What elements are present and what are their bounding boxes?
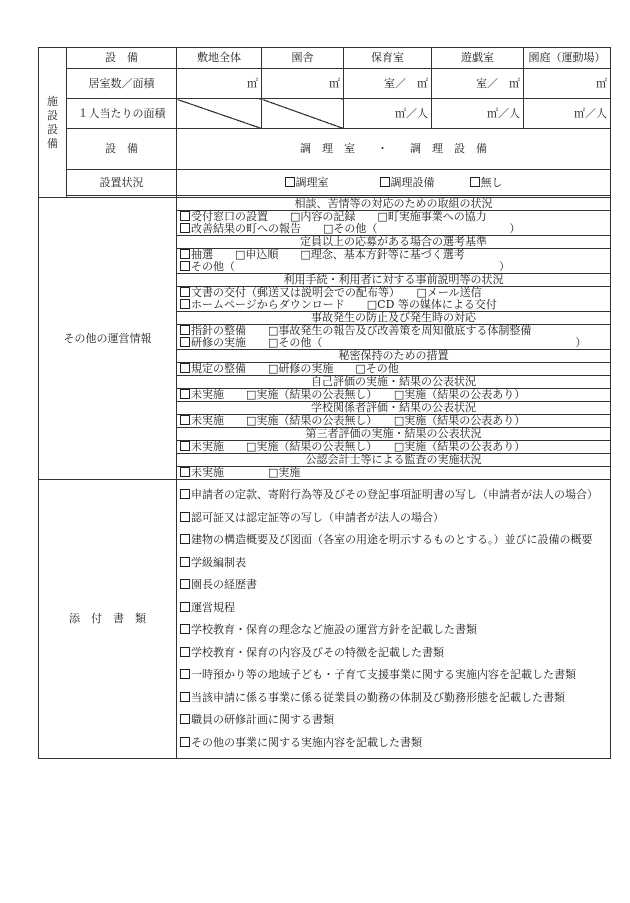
per-person-label: １人当たりの面積 — [67, 99, 177, 129]
not-applicable-cell — [177, 99, 262, 129]
operations-label: その他の運営情報 — [39, 198, 177, 480]
info-section — [177, 274, 610, 312]
checkbox-line[interactable] — [177, 467, 610, 479]
checkbox-icon[interactable] — [180, 512, 190, 522]
attachment-text: 一時預かり等の地域子ども・子育て支援事業に関する実施内容を記載した書類 — [191, 668, 576, 681]
option-text: 抽選 □申込順 □理念、基本方針等に基づく選考 — [191, 248, 465, 261]
info-section — [177, 350, 610, 376]
option-text: 指針の整備 □事故発生の報告及び改善策を周知徹底する体制整備 — [191, 324, 532, 337]
area-input[interactable]: ㎡ — [262, 69, 344, 99]
checkbox-line[interactable] — [177, 415, 610, 427]
option-text: ホームページからダウンロード □CD 等の媒体による交付 — [191, 298, 497, 311]
equipment-row — [39, 129, 611, 170]
attachment-item[interactable] — [180, 642, 607, 665]
checkbox-icon[interactable] — [180, 624, 190, 634]
facility-header-cell: 設 備 — [67, 48, 177, 69]
info-section — [177, 312, 610, 350]
checkbox-icon[interactable] — [180, 299, 190, 309]
checkbox-icon[interactable] — [180, 714, 190, 724]
checkbox-icon[interactable] — [180, 211, 190, 221]
checkbox-line[interactable] — [177, 363, 610, 375]
facility-header-cell: 園舎 — [262, 48, 344, 69]
checkbox-icon[interactable] — [180, 337, 190, 347]
facility-group-label: 施 設 設 備 — [39, 48, 67, 198]
option-text: 文書の交付（郵送又は説明会での配布等） □メール送信 — [191, 286, 482, 299]
checkbox-line[interactable] — [177, 389, 610, 401]
equipment-label: 設 備 — [67, 129, 177, 170]
attachment-item[interactable] — [180, 574, 607, 597]
option-text: その他（ ） — [191, 260, 510, 273]
checkbox-icon[interactable] — [180, 669, 190, 679]
attachment-item[interactable] — [180, 732, 607, 755]
option-text: 改善結果の町への報告 □その他（ ） — [191, 222, 521, 235]
option-text: 未実施 □実施 — [191, 466, 301, 479]
per-person-input[interactable]: ㎡／人 — [432, 99, 524, 129]
info-section — [177, 428, 610, 454]
area-input[interactable]: ㎡ — [524, 69, 611, 99]
info-section — [177, 402, 610, 428]
area-input[interactable]: ㎡ — [177, 69, 262, 99]
attachment-item[interactable] — [180, 687, 607, 710]
section-heading: 定員以上の応募がある場合の選考基準 — [177, 236, 610, 249]
attachment-text: 申請者の定款、寄附行為等及びその登記事項証明書の写し（申請者が法人の場合） — [191, 488, 598, 501]
checkbox-icon[interactable] — [180, 489, 190, 499]
option-text: 未実施 □実施（結果の公表無し） □実施（結果の公表あり） — [191, 414, 526, 427]
checkbox-icon[interactable] — [180, 579, 190, 589]
section-heading: 自己評価の実施・結果の公表状況 — [177, 376, 610, 389]
application-form — [38, 47, 611, 759]
section-heading: 秘密保持のための措置 — [177, 350, 610, 363]
section-heading: 利用手続・利用者に対する事前説明等の状況 — [177, 274, 610, 287]
attachment-text: 認可証又は認定証等の写し（申請者が法人の場合） — [191, 510, 444, 524]
attachment-text: 学校教育・保育の内容及びその特徴を記載した書類 — [191, 645, 444, 659]
option-cooking-equipment[interactable]: 調理設備 — [380, 176, 435, 189]
info-section — [177, 454, 610, 479]
attachment-item[interactable] — [180, 709, 607, 732]
facility-header-cell: 敷地全体 — [177, 48, 262, 69]
checkbox-icon[interactable] — [470, 177, 480, 187]
checkbox-icon[interactable] — [180, 557, 190, 567]
checkbox-icon[interactable] — [180, 389, 190, 399]
attachments-list — [177, 480, 611, 759]
option-text: 未実施 □実施（結果の公表無し） □実施（結果の公表あり） — [191, 440, 526, 453]
facility-header-row — [39, 48, 611, 69]
checkbox-icon[interactable] — [180, 534, 190, 544]
attachment-text: 運営規程 — [191, 600, 235, 614]
section-heading: 相談、苦情等の対応のための取組の状況 — [177, 198, 610, 211]
section-heading: 学校関係者評価・結果の公表状況 — [177, 402, 610, 415]
attachment-text: その他の事業に関する実施内容を記載した書類 — [191, 735, 422, 749]
info-section — [177, 198, 610, 236]
per-person-input[interactable]: ㎡／人 — [524, 99, 611, 129]
attachment-item[interactable] — [180, 597, 607, 620]
attachment-item[interactable] — [180, 552, 607, 575]
area-input[interactable]: 室／ ㎡ — [344, 69, 432, 99]
checkbox-line[interactable] — [177, 337, 610, 349]
checkbox-icon[interactable] — [285, 177, 295, 187]
checkbox-icon[interactable] — [180, 441, 190, 451]
status-label: 設置状況 — [67, 170, 177, 196]
status-options — [177, 170, 611, 196]
attachment-item[interactable] — [180, 619, 607, 642]
operations-row — [39, 198, 611, 480]
checkbox-icon[interactable] — [180, 647, 190, 657]
checkbox-icon[interactable] — [180, 415, 190, 425]
facility-header-cell: 遊戯室 — [432, 48, 524, 69]
operations-sections — [177, 198, 610, 479]
facility-header-cell: 保育室 — [344, 48, 432, 69]
checkbox-icon[interactable] — [180, 692, 190, 702]
attachment-text: 当該申請に係る事業に係る従業員の勤務の体制及び勤務形態を記載した書類 — [191, 690, 565, 704]
option-text: 規定の整備 □研修の実施 □その他 — [191, 362, 399, 375]
attachment-item[interactable] — [180, 664, 607, 687]
checkbox-icon[interactable] — [180, 737, 190, 747]
section-heading: 公認会計士等による監査の実施状況 — [177, 454, 610, 467]
checkbox-line[interactable] — [177, 441, 610, 453]
area-row — [39, 69, 611, 99]
checkbox-icon[interactable] — [180, 261, 190, 271]
checkbox-icon[interactable] — [180, 223, 190, 233]
area-input[interactable]: 室／ ㎡ — [432, 69, 524, 99]
checkbox-line[interactable] — [177, 223, 610, 235]
per-person-row — [39, 99, 611, 129]
per-person-input[interactable]: ㎡／人 — [344, 99, 432, 129]
option-cooking-room[interactable]: 調理室 — [285, 176, 329, 189]
status-row — [39, 170, 611, 196]
option-text: 受付窓口の設置 □内容の記録 □町実施事業への協力 — [191, 210, 487, 223]
attachment-text: 建物の構造概要及び図面（各室の用途を明示するものとする。）並びに設備の概要 — [191, 533, 593, 546]
attachment-text: 学校教育・保育の理念など施設の運営方針を記載した書類 — [191, 623, 477, 636]
checkbox-line[interactable] — [177, 261, 610, 273]
info-section — [177, 376, 610, 402]
checkbox-icon[interactable] — [180, 249, 190, 259]
checkbox-icon[interactable] — [380, 177, 390, 187]
checkbox-icon[interactable] — [180, 467, 190, 477]
attachments-label: 添 付 書 類 — [39, 480, 177, 759]
checkbox-line[interactable] — [177, 299, 610, 311]
not-applicable-cell — [262, 99, 344, 129]
equipment-value: 調 理 室 ・ 調 理 設 備 — [177, 129, 611, 170]
attachment-item[interactable] — [180, 507, 607, 530]
attachment-item[interactable] — [180, 484, 607, 507]
attachment-text: 職員の研修計画に関する書類 — [191, 713, 334, 726]
checkbox-icon[interactable] — [180, 602, 190, 612]
option-none[interactable]: 無し — [470, 176, 503, 189]
attachment-text: 園長の経歴書 — [191, 578, 257, 591]
checkbox-icon[interactable] — [180, 363, 190, 373]
checkbox-icon[interactable] — [180, 325, 190, 335]
option-text: 未実施 □実施（結果の公表無し） □実施（結果の公表あり） — [191, 388, 526, 401]
operations-content — [177, 198, 611, 480]
checkbox-icon[interactable] — [180, 287, 190, 297]
section-heading: 事故発生の防止及び発生時の対応 — [177, 312, 610, 325]
section-heading: 第三者評価の実施・結果の公表状況 — [177, 428, 610, 441]
option-text: 研修の実施 □その他（ ） — [191, 336, 587, 349]
attachment-item[interactable] — [180, 529, 607, 552]
facility-header-cell: 園庭（運動場） — [524, 48, 611, 69]
area-row-label: 居室数／面積 — [67, 69, 177, 99]
attachments-row — [39, 480, 611, 759]
info-section — [177, 236, 610, 274]
attachment-text: 学級編制表 — [191, 555, 246, 569]
